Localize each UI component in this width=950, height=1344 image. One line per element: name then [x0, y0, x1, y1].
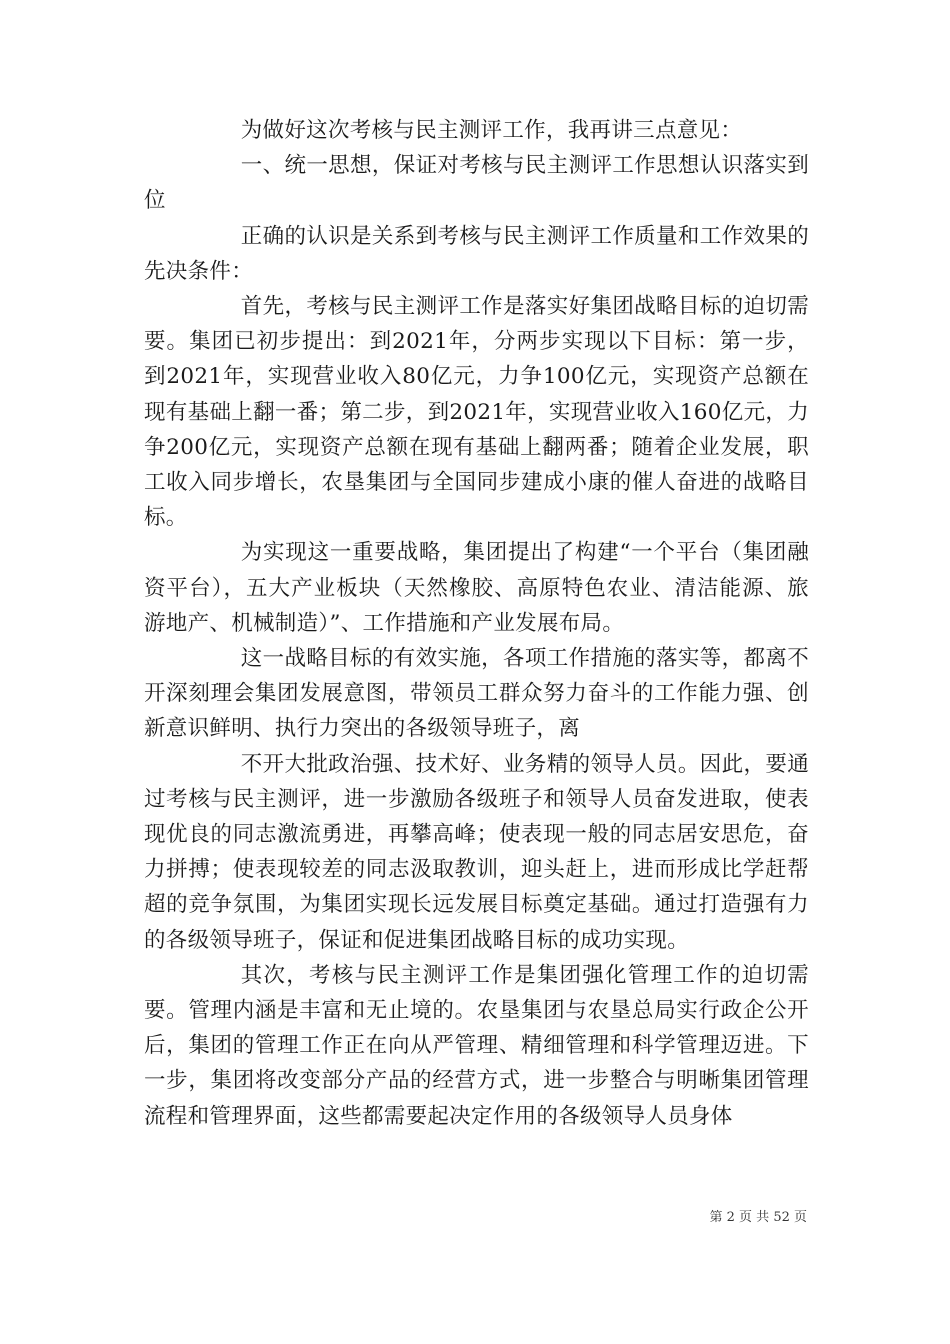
paragraph: 为实现这一重要战略，集团提出了构建“一个平台（集团融资平台），五大产业板块（天然橡胶、高原特色农业、清洁能源、旅游地产、机械制造）”、工作措施和产业发展布局。 [144, 540, 809, 636]
paragraph: 其次，考核与民主测评工作是集团强化管理工作的迫切需要。管理内涵是丰富和无止境的。农垦集团与农垦总局实行政企公开后，集团的管理工作正在向从严管理、精细管理和科学管理迈进。下一步，集团将改变部分产品的经营方式，进一步整合与明晰集团管理流程和管理界面，这些都需要起决定作用的各级领导人员身体 [144, 962, 809, 1129]
paragraph: 这一战略目标的有效实施，各项工作措施的落实等，都离不开深刻理会集团发展意图，带领员工群众努力奋斗的工作能力强、创新意识鲜明、执行力突出的各级领导班子，离 [144, 646, 809, 742]
page-number: 第 2 页 共 52 页 [709, 1210, 807, 1225]
paragraph: 正确的认识是关系到考核与民主测评工作质量和工作效果的先决条件： [144, 223, 809, 284]
paragraph: 首先，考核与民主测评工作是落实好集团战略目标的迫切需要。集团已初步提出：到2021年，分两步实现以下目标：第一步，到2021年，实现营业收入80亿元，力争100亿元，实现资产总额在现有基础上翻一番；第二步，到2021年，实现营业收入160亿元，力争200亿元，实现资产总额在现有基础上翻两番；随着企业发展，职工收入同步增长，农垦集团与全国同步建成小康的催人奋进的战略目标。 [144, 294, 809, 531]
paragraph-intro: 为做好这次考核与民主测评工作，我再讲三点意见： [240, 118, 743, 143]
paragraph: 不开大批政治强、技术好、业务精的领导人员。因此，要通过考核与民主测评，进一步激励各级班子和领导人员奋发进取，使表现优良的同志激流勇进，再攀高峰；使表现一般的同志居安思危，奋力拼搏；使表现较差的同志汲取教训，迎头赶上，进而形成比学赶帮超的竞争氛围，为集团实现长远发展目标奠定基础。通过打造强有力的各级领导班子，保证和促进集团战略目标的成功实现。 [144, 751, 809, 953]
section-heading-1: 一、统一思想，保证对考核与民主测评工作思想认识落实到位 [144, 153, 809, 214]
document-body [144, 113, 809, 1134]
